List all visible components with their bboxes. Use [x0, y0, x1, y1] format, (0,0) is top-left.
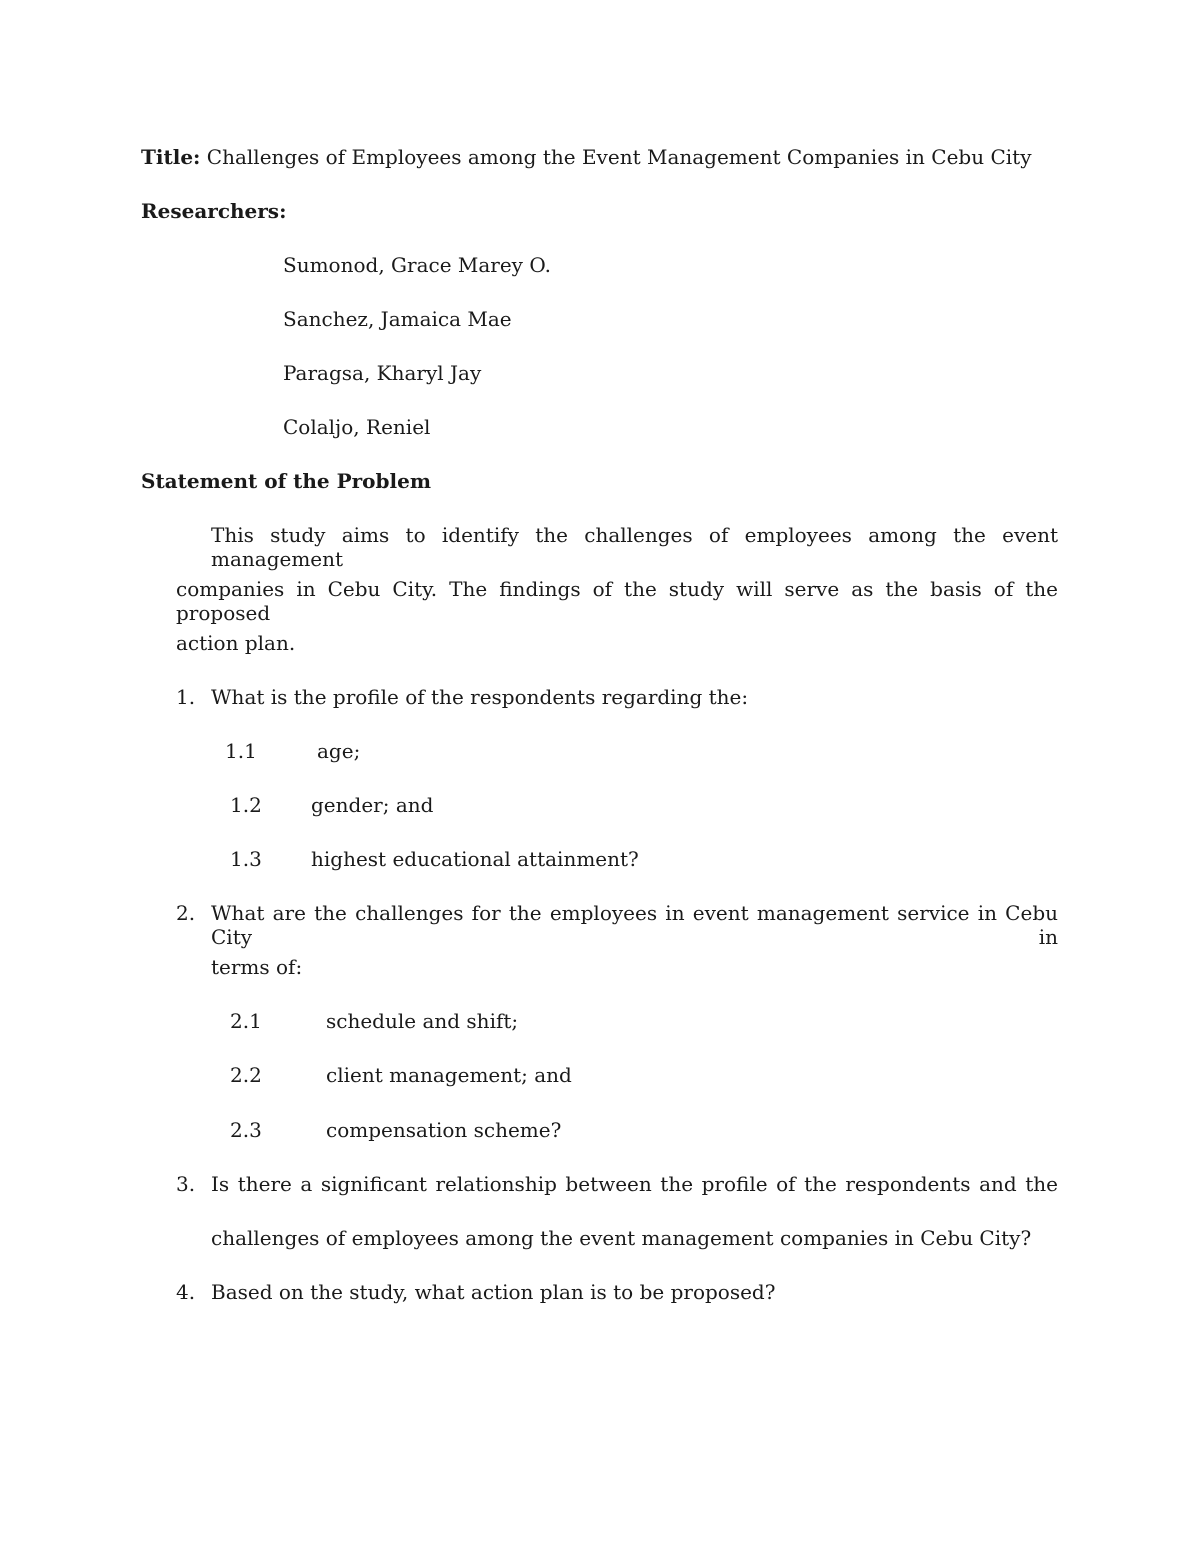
question-number: 1.: [176, 685, 196, 709]
question-text: challenges of employees among the event management companies in Cebu City?: [211, 1226, 1032, 1250]
subitem-number: 1.2: [230, 793, 262, 817]
subitem-number: 1.1: [225, 739, 257, 763]
subitem-number: 1.3: [230, 847, 262, 871]
subitem-text: client management; and: [326, 1063, 572, 1087]
researchers-label: Researchers:: [141, 199, 287, 223]
document-title: Challenges of Employees among the Event Management Companies in Cebu City: [206, 145, 1032, 169]
subitem-text: gender; and: [311, 793, 434, 817]
section-heading: Statement of the Problem: [141, 469, 431, 493]
question-number: 3.: [176, 1172, 196, 1196]
subitem-text: age;: [317, 739, 361, 763]
subitem-number: 2.3: [230, 1118, 262, 1142]
researcher-name: Sumonod, Grace Marey O.: [283, 253, 551, 277]
researcher-name: Sanchez, Jamaica Mae: [283, 307, 512, 331]
question-text: [211, 901, 1058, 949]
question-number: 2.: [176, 901, 196, 925]
question-line-text: Is there a significant relationship between the profile of the respondents and the: [211, 1172, 1058, 1196]
question-text: terms of:: [211, 955, 303, 979]
intro-line-text: This study aims to identify the challenges of employees among the event management: [211, 523, 1058, 571]
question-text: Based on the study, what action plan is to be proposed?: [211, 1280, 776, 1304]
subitem-text: schedule and shift;: [326, 1009, 519, 1033]
subitem-text: compensation scheme?: [326, 1118, 562, 1142]
question-number: 4.: [176, 1280, 196, 1304]
title-label: Title:: [141, 145, 201, 169]
question-line-text: What are the challenges for the employees in event management service in Cebu City in: [211, 901, 1058, 949]
intro-paragraph-line: [176, 577, 1058, 625]
subitem-number: 2.2: [230, 1063, 262, 1087]
researcher-name: Colaljo, Reniel: [283, 415, 431, 439]
intro-line-text: companies in Cebu City. The findings of the study will serve as the basis of the proposed: [176, 577, 1058, 625]
subitem-number: 2.1: [230, 1009, 262, 1033]
title-line: [141, 145, 1032, 169]
intro-paragraph-line: action plan.: [176, 631, 296, 655]
researcher-name: Paragsa, Kharyl Jay: [283, 361, 482, 385]
intro-paragraph-line: [211, 523, 1058, 571]
question-text: What is the profile of the respondents regarding the:: [211, 685, 749, 709]
question-text: [211, 1172, 1058, 1196]
subitem-text: highest educational attainment?: [311, 847, 639, 871]
